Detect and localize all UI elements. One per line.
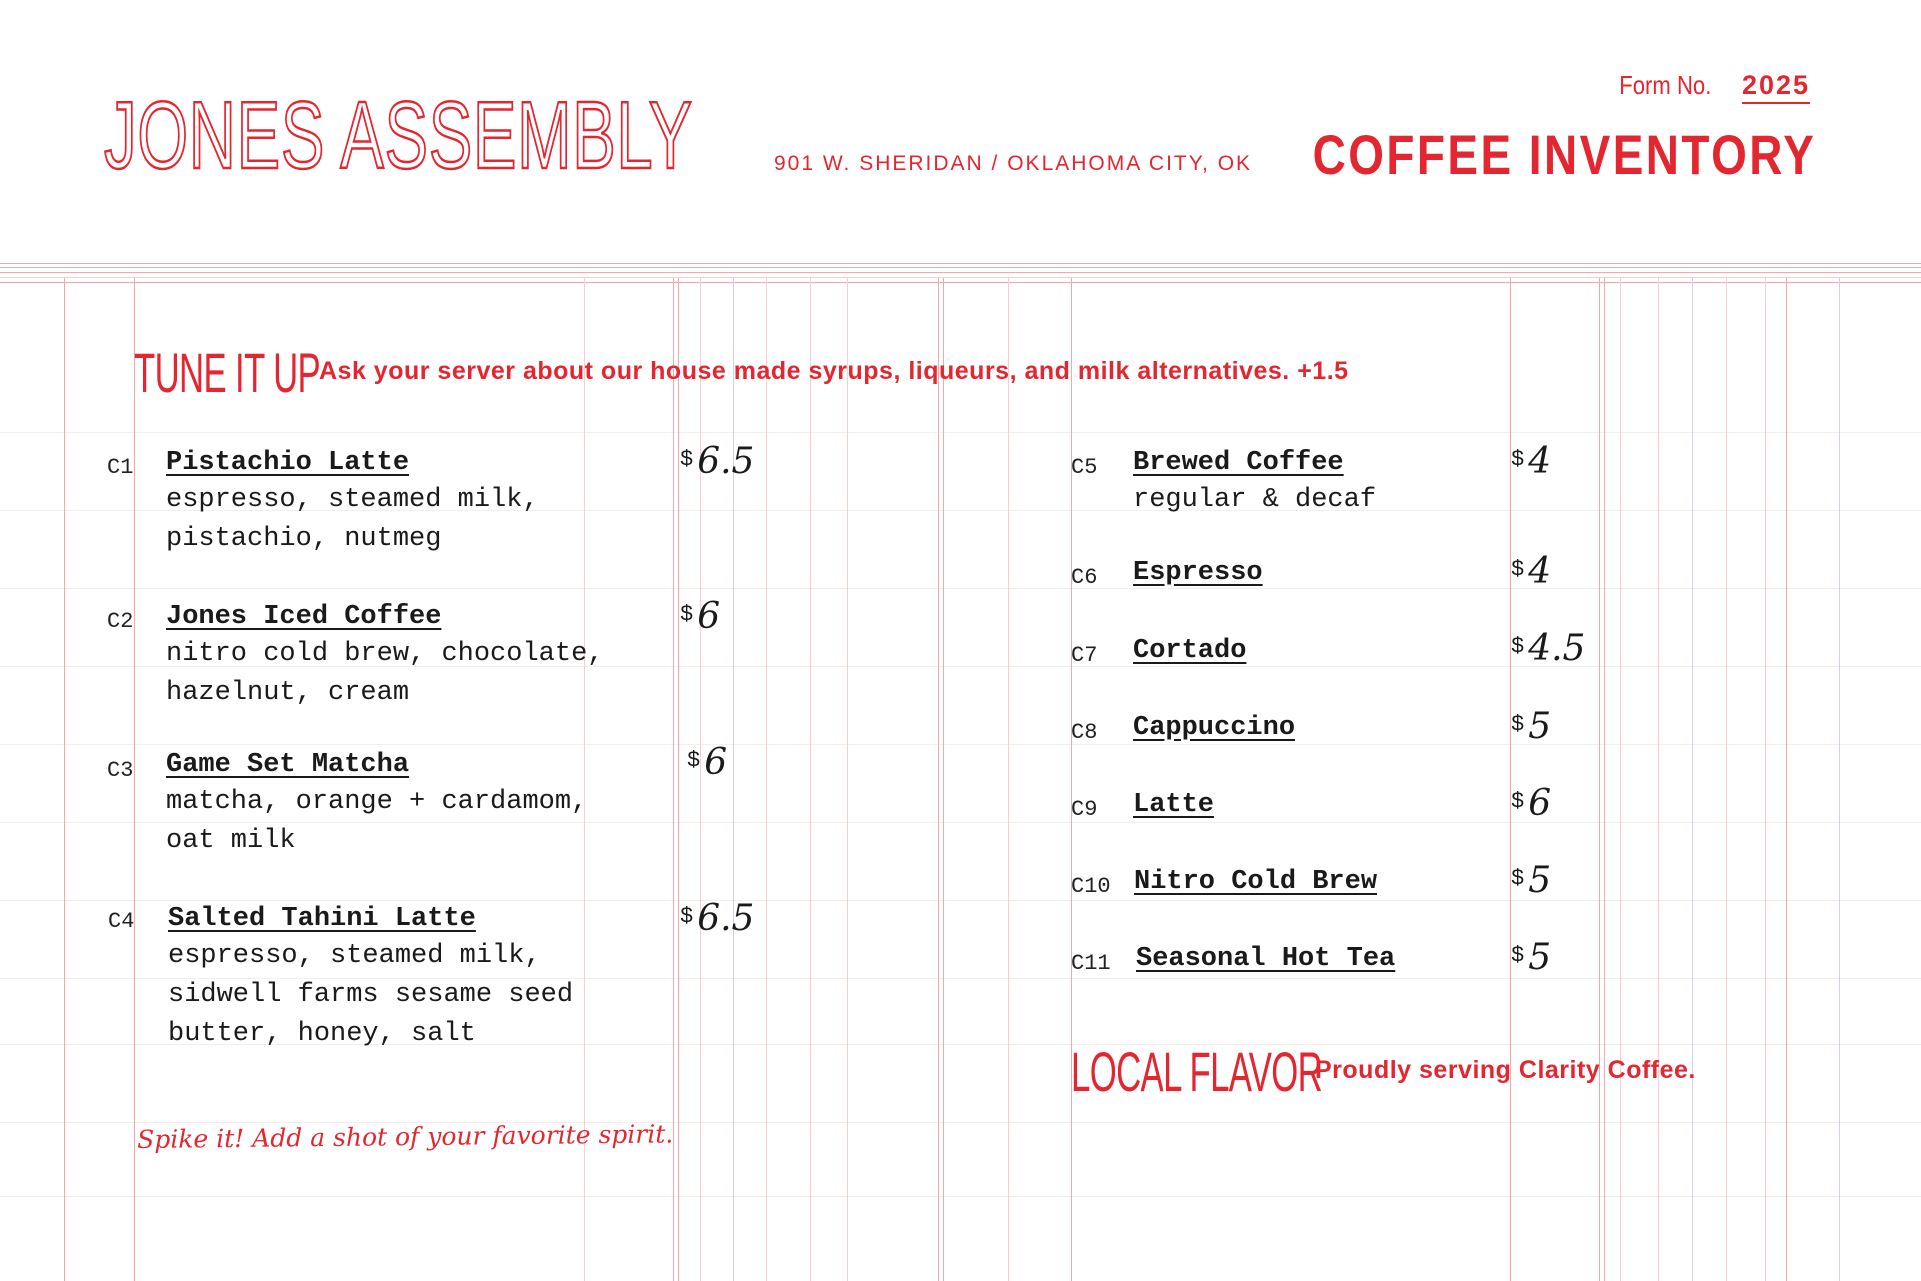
currency-symbol: $ [1511,634,1525,659]
price-amount: 6 [704,742,728,783]
item-code: C11 [1071,951,1111,976]
item-code: C6 [1071,565,1098,590]
price-amount: 6 [697,596,721,637]
column-rule [1599,278,1605,1281]
item-name: Seasonal Hot Tea [1136,944,1396,974]
column-rule [1726,278,1727,1281]
grid-line [0,432,1921,433]
item-code: C9 [1071,797,1098,822]
grid-line [0,1196,1921,1197]
item-description: regular & decaf [1133,485,1377,515]
item-price [1511,860,1551,901]
column-rule [1765,278,1766,1281]
column-rule [673,278,679,1281]
currency-symbol: $ [680,904,694,929]
item-description: nitro cold brew, chocolate, hazelnut, cream [166,639,604,708]
column-rule [64,278,65,1281]
column-rule [1510,278,1511,1281]
tune-it-up-heading: TUNE IT UP [134,341,321,404]
item-name: Espresso [1133,558,1263,588]
item-name: Cappuccino [1133,713,1296,743]
header-rule [0,277,1921,278]
column-rule [733,278,734,1281]
header-rule [0,272,1921,273]
price-amount: 4 [1528,441,1552,482]
column-rule [1658,278,1659,1281]
header-rule [0,267,1921,268]
currency-symbol: $ [1511,712,1525,737]
currency-symbol: $ [1511,943,1525,968]
form-number: 2025 [1742,70,1810,104]
tune-it-up-note: Ask your server about our house made syrups, liqueurs, and milk alternatives. +1.5 [319,357,1349,385]
currency-symbol: $ [680,447,694,472]
column-rule [810,278,811,1281]
item-name: Salted Tahini Latte [168,904,476,934]
price-amount: 6.5 [697,441,755,482]
item-price [680,898,754,939]
column-rule [1071,278,1072,1281]
address: 901 W. SHERIDAN / OKLAHOMA CITY, OK [774,152,1253,175]
item-name: Brewed Coffee [1133,448,1344,478]
currency-symbol: $ [1511,789,1525,814]
price-amount: 4 [1528,551,1552,592]
item-description: espresso, steamed milk, sidwell farms sesame seed butter, honey, salt [168,941,574,1049]
column-rule [1008,278,1009,1281]
item-price [1511,441,1551,482]
currency-symbol: $ [1511,447,1525,472]
item-price [680,441,754,482]
item-code: C4 [108,909,135,934]
spike-it-note: Spike it! Add a shot of your favorite spirit. [137,1119,674,1154]
price-amount: 6.5 [697,898,755,939]
item-code: C1 [107,455,134,480]
item-price [1511,706,1551,747]
item-price [680,596,720,637]
column-rule [1692,278,1693,1281]
column-rule [1786,278,1787,1281]
currency-symbol: $ [1511,866,1525,891]
item-price [1511,551,1551,592]
form-number-label: Form No. [1618,70,1711,100]
item-name: Nitro Cold Brew [1134,867,1378,897]
item-code: C2 [107,609,134,634]
price-amount: 6 [1528,783,1552,824]
column-rule [847,278,848,1281]
item-code: C3 [107,758,134,783]
grid-line [0,744,1921,745]
currency-symbol: $ [687,748,701,773]
item-code: C5 [1071,455,1098,480]
grid-line [0,900,1921,901]
item-price [1511,937,1551,978]
item-code: C8 [1071,720,1098,745]
form-title: COFFEE INVENTORY [1312,123,1816,186]
column-rule [1839,278,1840,1281]
item-code: C10 [1071,874,1111,899]
header-rule [0,282,1921,283]
item-name: Jones Iced Coffee [166,602,442,632]
item-price [1511,783,1551,824]
item-name: Cortado [1133,636,1247,666]
item-price [1511,628,1585,669]
item-name: Latte [1133,790,1215,820]
header-rule [0,263,1921,264]
column-rule [938,278,944,1281]
column-rule [134,278,135,1281]
currency-symbol: $ [680,602,694,627]
brand-logo: JONES ASSEMBLY [104,82,693,189]
grid-line [0,588,1921,589]
item-price [687,742,727,783]
item-name: Pistachio Latte [166,448,410,478]
column-rule [766,278,767,1281]
item-description: matcha, orange + cardamom, oat milk [166,787,588,856]
price-amount: 5 [1528,706,1552,747]
local-flavor-note: Proudly serving Clarity Coffee. [1315,1056,1696,1084]
item-code: C7 [1071,643,1098,668]
currency-symbol: $ [1511,557,1525,582]
local-flavor-heading: LOCAL FLAVOR [1071,1040,1323,1103]
price-amount: 5 [1528,860,1552,901]
column-rule [1620,278,1621,1281]
item-description: espresso, steamed milk, pistachio, nutmeg [166,485,539,554]
price-amount: 4.5 [1528,628,1586,669]
item-name: Game Set Matcha [166,750,410,780]
price-amount: 5 [1528,937,1552,978]
